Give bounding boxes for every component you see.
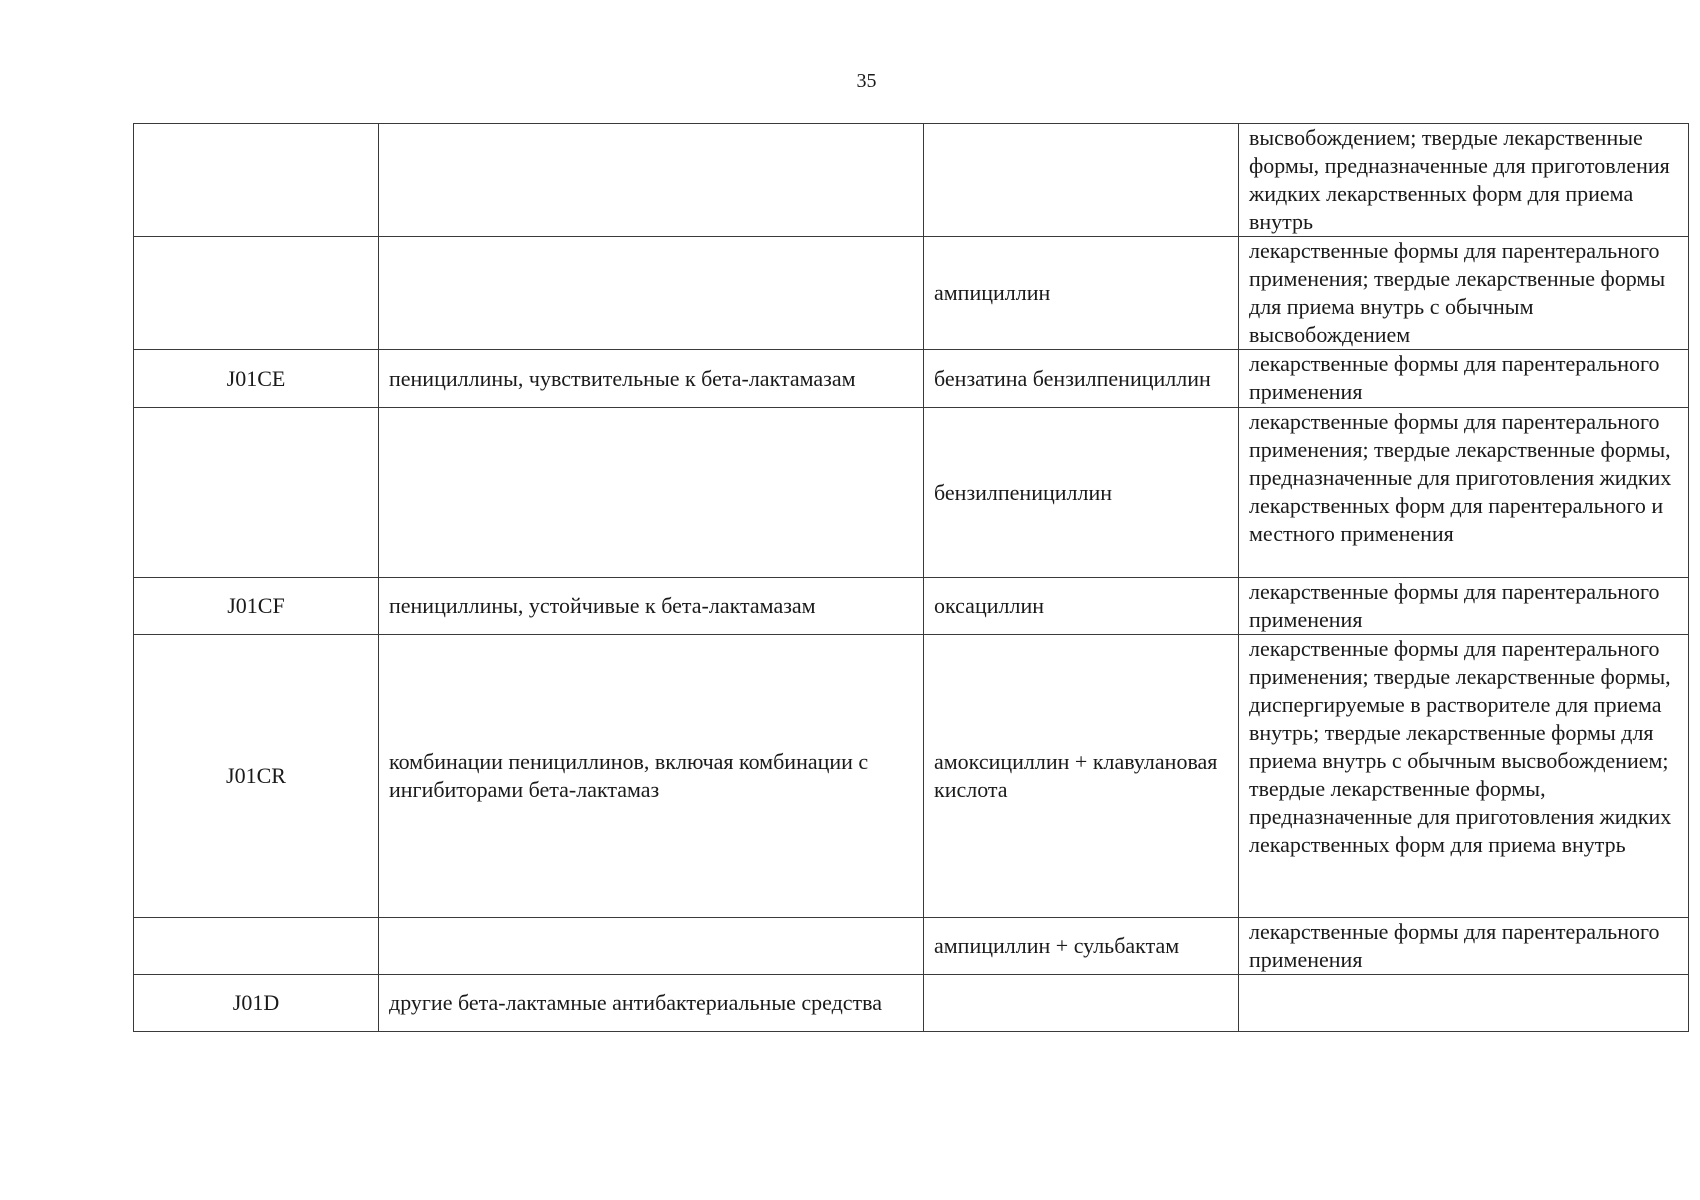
atc-code-cell [134, 124, 379, 237]
drug-name-cell: амоксициллин + клавулановая кислота [924, 635, 1239, 918]
pharmacological-group-cell: другие бета-лактамные антибактериальные средства [379, 975, 924, 1032]
atc-code-cell [134, 918, 379, 975]
pharmacological-group-cell: комбинации пенициллинов, включая комбинации с ингибиторами бета-лактамаз [379, 635, 924, 918]
drug-name-cell: бензатина бензилпенициллин [924, 350, 1239, 408]
atc-code-cell [134, 237, 379, 350]
drug-name-cell: ампициллин [924, 237, 1239, 350]
table-row [134, 975, 1689, 1032]
table-row [134, 635, 1689, 918]
drug-name-cell: оксациллин [924, 578, 1239, 635]
drug-name-cell [924, 975, 1239, 1032]
pharmacological-group-cell [379, 918, 924, 975]
dosage-forms-cell: лекарственные формы для парентерального применения [1239, 578, 1689, 635]
drug-name-cell: бензилпенициллин [924, 408, 1239, 578]
atc-code-cell: J01CR [134, 635, 379, 918]
dosage-forms-cell: лекарственные формы для парентерального применения [1239, 918, 1689, 975]
dosage-forms-cell: лекарственные формы для парентерального применения [1239, 350, 1689, 408]
table-row [134, 124, 1689, 237]
drug-name-cell [924, 124, 1239, 237]
dosage-forms-cell: лекарственные формы для парентерального применения; твердые лекарственные формы для приема внутрь с обычным высвобождением [1239, 237, 1689, 350]
dosage-forms-cell: лекарственные формы для парентерального применения; твердые лекарственные формы, предназначенные для приготовления жидких лекарственных форм для парентерального и местного применения [1239, 408, 1689, 578]
pharmacological-group-cell [379, 408, 924, 578]
atc-code-cell [134, 408, 379, 578]
table-row [134, 408, 1689, 578]
table-row [134, 578, 1689, 635]
atc-code-cell: J01D [134, 975, 379, 1032]
drug-list-table [133, 123, 1689, 1032]
page-number: 35 [856, 70, 877, 92]
pharmacological-group-cell: пенициллины, устойчивые к бета-лактамазам [379, 578, 924, 635]
atc-code-cell: J01CF [134, 578, 379, 635]
table-row [134, 918, 1689, 975]
table-row [134, 350, 1689, 408]
atc-code-cell: J01CE [134, 350, 379, 408]
dosage-forms-cell [1239, 975, 1689, 1032]
drug-name-cell: ампициллин + сульбактам [924, 918, 1239, 975]
pharmacological-group-cell [379, 124, 924, 237]
dosage-forms-cell: высвобождением; твердые лекарственные формы, предназначенные для приготовления жидких лекарственных форм для приема внутрь [1239, 124, 1689, 237]
dosage-forms-cell: лекарственные формы для парентерального применения; твердые лекарственные формы, диспергируемые в растворителе для приема внутрь; твердые лекарственные формы для приема внутрь с обычным высвобождением; твердые лекарственные формы, предназначенные для приготовления жидких лекарственных форм для приема внутрь [1239, 635, 1689, 918]
table-row [134, 237, 1689, 350]
pharmacological-group-cell [379, 237, 924, 350]
pharmacological-group-cell: пенициллины, чувствительные к бета-лактамазам [379, 350, 924, 408]
